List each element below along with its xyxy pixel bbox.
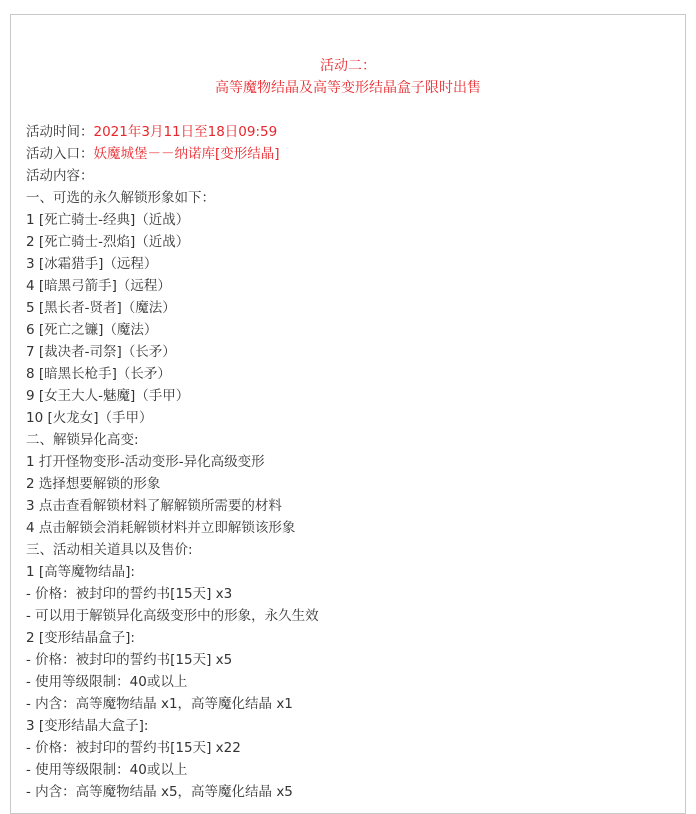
- list-item: 4 点击解锁会消耗解锁材料并立即解锁该形象: [26, 520, 296, 536]
- list-item: 9 [女王大人-魅魔]（手甲）: [26, 388, 190, 404]
- list-item: 1 [死亡骑士-经典]（近战）: [26, 212, 190, 228]
- section-heading-unlock-forms: 一、可选的永久解锁形象如下：: [26, 190, 215, 206]
- event-entry-label: 活动入口：: [26, 146, 94, 162]
- list-item: 4 [暗黑弓箭手]（远程）: [26, 278, 171, 294]
- list-item: - 价格：被封印的誓约书[15天] x22: [26, 740, 241, 756]
- list-item: 1 打开怪物变形-活动变形-异化高级变形: [26, 454, 265, 470]
- list-item: - 价格：被封印的誓约书[15天] x5: [26, 652, 233, 668]
- list-item: 1 [高等魔物结晶]:: [26, 564, 135, 580]
- event-time-label: 活动时间：: [26, 124, 94, 140]
- event-entry-value: 妖魔城堡－－纳诺库[变形结晶]: [93, 146, 280, 162]
- event-content-label: 活动内容：: [26, 168, 94, 184]
- list-item: 5 [黑长者-贤者]（魔法）: [26, 300, 176, 316]
- event-time-value: 2021年3月11日至18日09:59: [93, 124, 278, 140]
- list-item: - 内含：高等魔物结晶 x1，高等魔化结晶 x1: [26, 696, 293, 712]
- event-entry-row: [26, 143, 666, 165]
- event-time-row: [26, 121, 666, 143]
- list-item: 10 [火龙女]（手甲）: [26, 410, 153, 426]
- list-item: 3 点击查看解锁材料了解解锁所需要的材料: [26, 498, 282, 514]
- list-item: - 可以用于解锁异化高级变形中的形象，永久生效: [26, 608, 319, 624]
- list-item: - 使用等级限制：40或以上: [26, 674, 188, 690]
- event-title-line2: 高等魔物结晶及高等变形结晶盒子限时出售: [215, 80, 481, 96]
- list-item: 6 [死亡之镰]（魔法）: [26, 322, 158, 338]
- event-content: [26, 121, 666, 803]
- list-item: - 使用等级限制：40或以上: [26, 762, 188, 778]
- section-heading-items-prices: 三、活动相关道具以及售价:: [26, 542, 193, 558]
- section-heading-unlock-steps: 二、解锁异化高变:: [26, 432, 139, 448]
- list-item: - 内含：高等魔物结晶 x5，高等魔化结晶 x5: [26, 784, 293, 800]
- list-item: 2 [死亡骑士-烈焰]（近战）: [26, 234, 190, 250]
- list-item: - 价格：被封印的誓约书[15天] x3: [26, 586, 233, 602]
- list-item: 8 [暗黑长枪手]（长矛）: [26, 366, 171, 382]
- event-title-line1: 活动二：: [320, 58, 376, 74]
- list-item: 7 [裁决者-司祭]（长矛）: [26, 344, 176, 360]
- list-item: 3 [变形结晶大盒子]:: [26, 718, 149, 734]
- list-item: 3 [冰霜猎手]（远程）: [26, 256, 158, 272]
- list-item: 2 [变形结晶盒子]:: [26, 630, 135, 646]
- list-item: 2 选择想要解锁的形象: [26, 476, 161, 492]
